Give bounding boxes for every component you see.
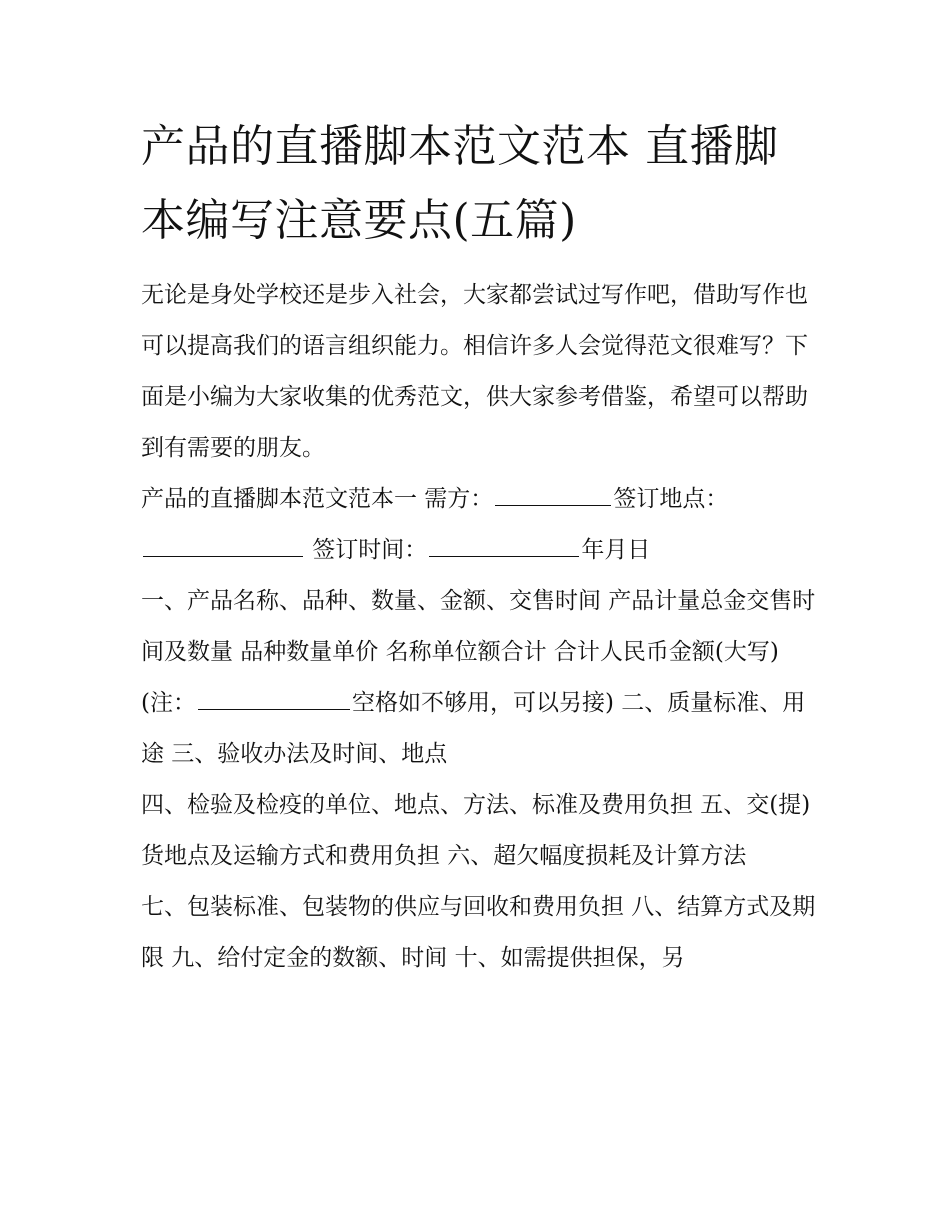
note-text: 空格如不够用，可以另接) 二、质量标准、用途 三、验收办法及时间、地点 bbox=[141, 690, 806, 767]
intro-paragraph: 无论是身处学校还是步入社会，大家都尝试过写作吧，借助写作也可以提高我们的语言组织能力。相信许多人会觉得范文很难写？下面是小编为大家收集的优秀范文，供大家参考借鉴，希望可以帮助到有需要的朋友。 bbox=[141, 282, 808, 461]
section-four-paragraph: 四、检验及检疫的单位、地点、方法、标准及费用负担 五、交(提)货地点及运输方式和费用负担 六、超欠幅度损耗及计算方法 bbox=[141, 792, 811, 869]
signing-place-blank bbox=[143, 536, 303, 557]
signing-time-blank bbox=[429, 536, 579, 557]
note-prefix: (注： bbox=[141, 690, 196, 716]
section-one-paragraph: 一、产品名称、品种、数量、金额、交售时间 产品计量总金交售时间及数量 品种数量单价 名称单位额合计 合计人民币金额(大写) bbox=[141, 588, 816, 665]
contract-header-paragraph bbox=[141, 474, 821, 576]
date-label: 年月日 bbox=[581, 537, 651, 563]
note-paragraph bbox=[141, 678, 821, 780]
signing-place-label: 签订地点： bbox=[613, 486, 729, 512]
signing-time-label: 签订时间： bbox=[305, 537, 428, 563]
buyer-blank bbox=[495, 485, 611, 506]
document-title: 产品的直播脚本范文范本 直播脚本编写注意要点(五篇) bbox=[141, 121, 779, 246]
document-page bbox=[141, 110, 821, 984]
section-seven-paragraph: 七、包装标准、包装物的供应与回收和费用负担 八、结算方式及期限 九、给付定金的数额、时间 十、如需提供担保，另 bbox=[141, 894, 816, 971]
note-blank bbox=[198, 689, 350, 710]
buyer-label: 产品的直播脚本范文范本一 需方： bbox=[141, 486, 494, 512]
